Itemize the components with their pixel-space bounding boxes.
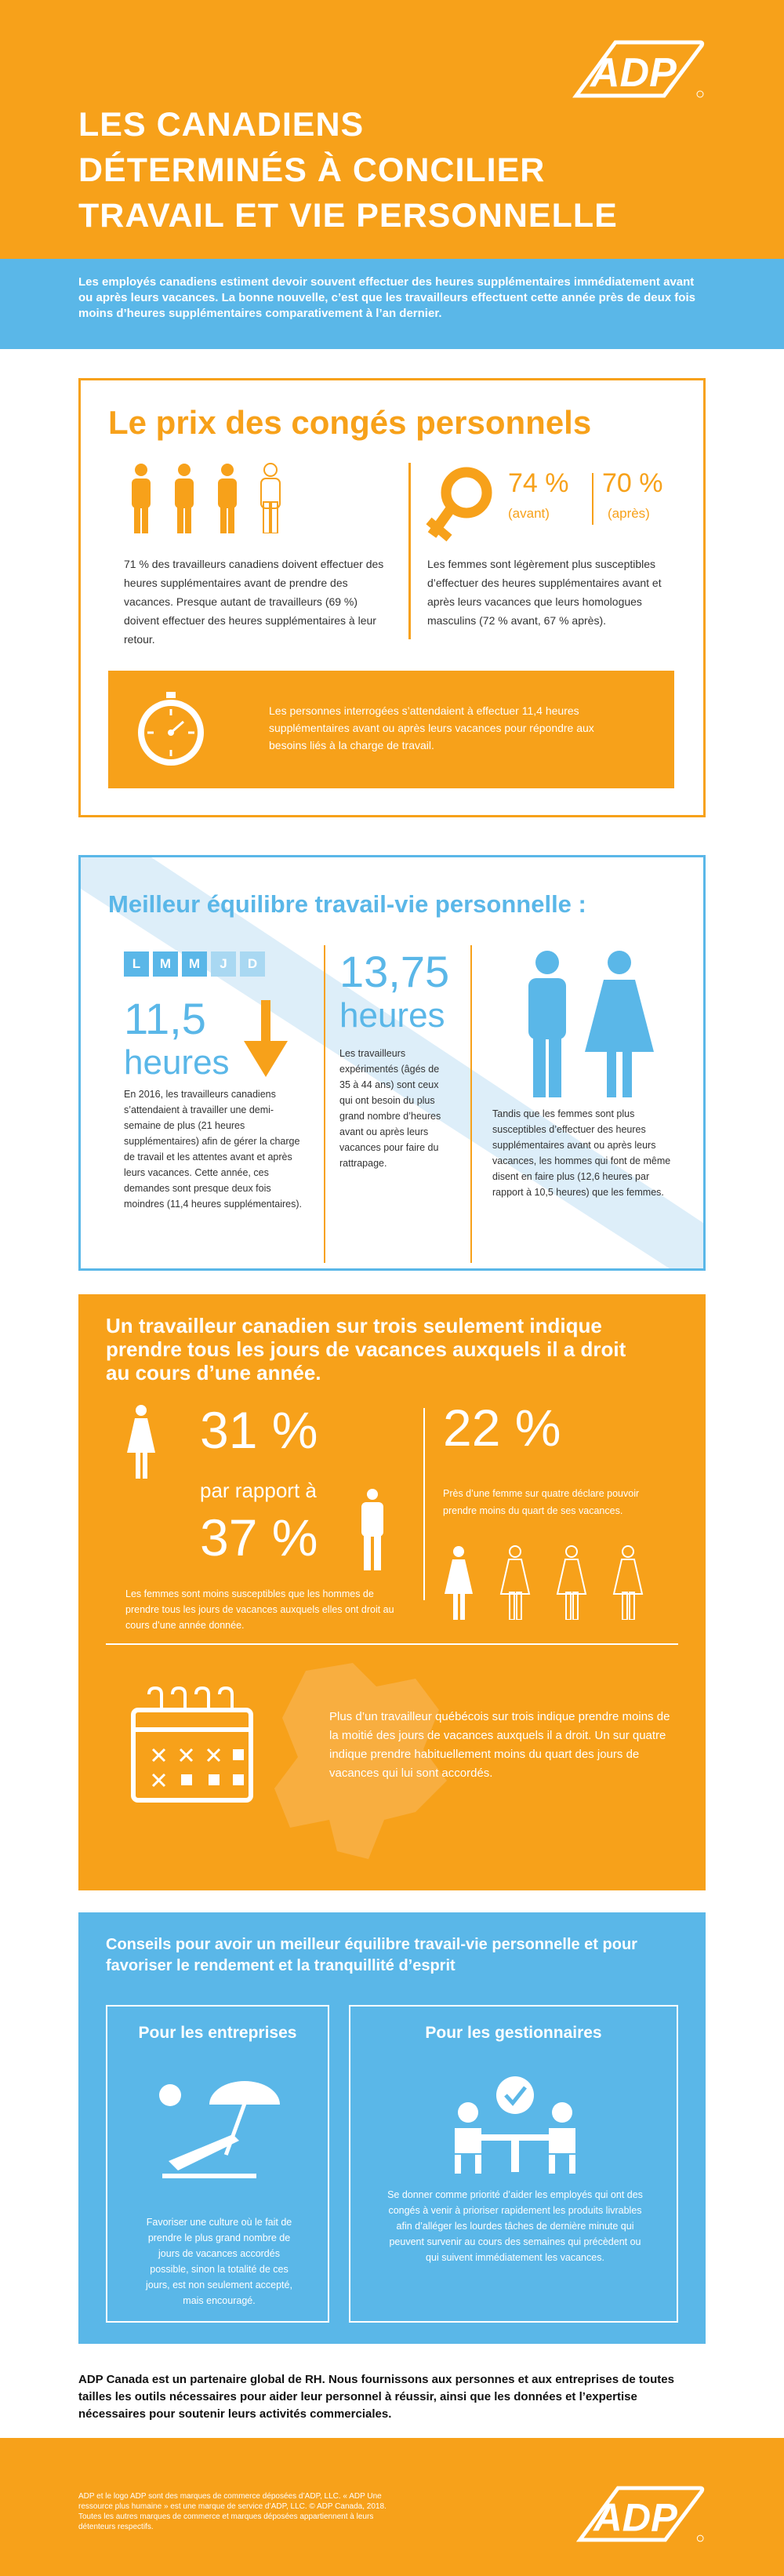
beach-chair-icon bbox=[154, 2073, 284, 2183]
pct-before: 74 % bbox=[508, 468, 569, 498]
tip-card-companies bbox=[106, 2005, 329, 2323]
stat1-text: En 2016, les travailleurs canadiens s’attendaient à travailler une demi-semaine de plus (21 heures supplémentaires) afin de gérer la charge de travail et les attentes avant et après leurs vacances. Cette année, ces demandes sont presque deux fois moindres (11,4 heures supplémentaires). bbox=[124, 1089, 302, 1210]
section-cost-of-leave bbox=[78, 378, 706, 817]
day-tile: D bbox=[240, 951, 265, 977]
divider bbox=[592, 473, 593, 525]
about-adp-text: ADP Canada est un partenaire global de RH. Nous fournissons aux personnes et aux entreprises de toutes tailles les outils nécessaires pour aider leur personnel à réussir, ainsi que les données et l’expertise nécessaires pour soutenir leurs activités commerciales. bbox=[78, 2373, 674, 2421]
section-vacation-days bbox=[78, 1294, 706, 1890]
pct-men: 37 % bbox=[200, 1508, 318, 1566]
day-tile: L bbox=[124, 951, 149, 977]
overtime-hours-band bbox=[108, 671, 674, 788]
section2-title: Meilleur équilibre travail-vie personnelle : bbox=[108, 890, 586, 918]
compare-label: par rapport à bbox=[200, 1479, 317, 1502]
day-tile: J bbox=[211, 951, 236, 977]
divider bbox=[423, 1408, 425, 1600]
women-group-icon bbox=[443, 1545, 655, 1620]
section-tips bbox=[78, 1912, 706, 2344]
intro-text: Les employés canadiens estiment devoir souvent effectuer des heures supplémentaires immédiatement avant ou après leurs vacances. La bonne nouvelle, c’est que les travailleurs effectuent cette année près de deux fois moins d’heures supplémentaires comparativement à l’an dernier. bbox=[78, 275, 695, 320]
quebec-text: Plus d’un travailleur québécois sur trois indique prendre moins de la moitié des jours de vacances auxquels il a droit. Un sur quatre indique prendre habituellement moins du quart des jours de vacances qui lui sont accordés. bbox=[329, 1710, 670, 1780]
page-title bbox=[78, 102, 618, 238]
man-icon bbox=[357, 1488, 388, 1570]
title-line-3: TRAVAIL ET VIE PERSONNELLE bbox=[78, 197, 618, 235]
svg-text:ADP: ADP bbox=[593, 2494, 677, 2540]
title-line-1: LES CANADIENS bbox=[78, 106, 365, 144]
card1-title: Pour les entreprises bbox=[138, 2024, 297, 2042]
divider bbox=[106, 1643, 678, 1645]
weekday-tiles bbox=[124, 951, 265, 977]
stat1-value: 11,5 bbox=[124, 994, 206, 1043]
divider bbox=[324, 945, 325, 1263]
caption-quarter: Près d’une femme sur quatre déclare pouvoir prendre moins du quart de ses vacances. bbox=[443, 1488, 640, 1516]
tip-card-managers bbox=[349, 2005, 678, 2323]
timer-icon bbox=[132, 690, 210, 769]
card2-text: Se donner comme priorité d’aider les employés qui ont des congés à venir à prioriser rapidement les produits livrables afin d’alléger les lourdes tâches de dernière minute qui peuvent survenir au cours des semaines qui précèdent ou qui suivent immédiatement les vacances. bbox=[387, 2189, 643, 2263]
caption-women-vs-men: Les femmes sont moins susceptibles que les hommes de prendre tous les jours de vacances auxquels elles ont droit au cours d’une année donnée. bbox=[125, 1588, 394, 1631]
title-line-2: DÉTERMINÉS À CONCILIER bbox=[78, 151, 546, 189]
section1-title: Le prix des congés personnels bbox=[108, 404, 592, 441]
footer bbox=[0, 2438, 784, 2576]
stat3-text: Tandis que les femmes sont plus susceptibles d’effectuer des heures supplémentaires avant ou après leurs vacances, les hommes qui font de même disent en faire plus (12,6 heures par rapport à 10,5 heures) que les femmes. bbox=[492, 1108, 671, 1198]
divider bbox=[408, 463, 411, 639]
section3-title: Un travailleur canadien sur trois seulement indique prendre tous les jours de vacances auxquels il a droit au cours d’une année. bbox=[106, 1314, 626, 1384]
calendar-icon bbox=[129, 1686, 255, 1804]
female-symbol-icon bbox=[426, 463, 496, 549]
svg-text:ADP: ADP bbox=[590, 50, 677, 96]
pct-after-label: (après) bbox=[608, 506, 650, 521]
stat2-text: Les travailleurs expérimentés (âgés de 35 à 44 ans) sont ceux qui ont besoin du plus grand nombre d’heures avant ou après leurs vacances pour faire du rattrapage. bbox=[339, 1048, 441, 1169]
day-tile: M bbox=[153, 951, 178, 977]
intro-banner bbox=[0, 259, 784, 349]
man-woman-icon bbox=[516, 950, 657, 1099]
card2-title: Pour les gestionnaires bbox=[425, 2024, 602, 2042]
pct-women: 31 % bbox=[200, 1401, 318, 1459]
adp-logo bbox=[572, 2479, 706, 2546]
card1-text: Favoriser une culture où le fait de prendre le plus grand nombre de jours de vacances accordés possible, sinon la totalité de ces jours, est non seulement accepté, mais encouragé. bbox=[146, 2217, 292, 2306]
section1-left-text: 71 % des travailleurs canadiens doivent effectuer des heures supplémentaires avant de prendre des vacances. Presque autant de travailleurs (69 %) doivent effectuer des heures supplémentaires à leur retour. bbox=[124, 558, 384, 646]
man-icon bbox=[124, 463, 296, 533]
meeting-icon bbox=[448, 2073, 582, 2175]
section4-title: Conseils pour avoir un meilleur équilibre travail-vie personnelle et pour favoriser le rendement et la tranquillité d’esprit bbox=[106, 1936, 637, 1974]
divider bbox=[470, 945, 472, 1263]
band-text: Les personnes interrogées s’attendaient à effectuer 11,4 heures supplémentaires avant ou après leurs vacances pour répondre aux besoins liés à la charge de travail. bbox=[269, 704, 594, 751]
pct-before-label: (avant) bbox=[508, 506, 550, 521]
stat1-unit: heures bbox=[124, 1043, 230, 1082]
section-work-life-balance bbox=[78, 855, 706, 1271]
legal-text: ADP et le logo ADP sont des marques de commerce déposées d’ADP, LLC. « ADP Une ressource plus humaine » est une marque de service d’ADP, LLC. © ADP Canada, 2018. Toutes les autres marques de commerce et marques déposées appartiennent à leurs détenteurs respectifs. bbox=[78, 2492, 387, 2531]
woman-icon bbox=[125, 1404, 157, 1479]
stat2-value: 13,75 bbox=[339, 947, 450, 996]
stat2-unit: heures bbox=[339, 996, 445, 1035]
day-tile: M bbox=[182, 951, 207, 977]
arrow-down-icon bbox=[244, 1000, 288, 1079]
pct-quarter: 22 % bbox=[443, 1399, 561, 1457]
header bbox=[0, 0, 784, 259]
adp-logo bbox=[568, 33, 706, 102]
pct-after: 70 % bbox=[602, 468, 663, 498]
section1-right-text: Les femmes sont légèrement plus susceptibles d’effectuer des heures supplémentaires avant et après leurs vacances que leurs homologues masculins (72 % avant, 67 % après). bbox=[427, 558, 662, 627]
